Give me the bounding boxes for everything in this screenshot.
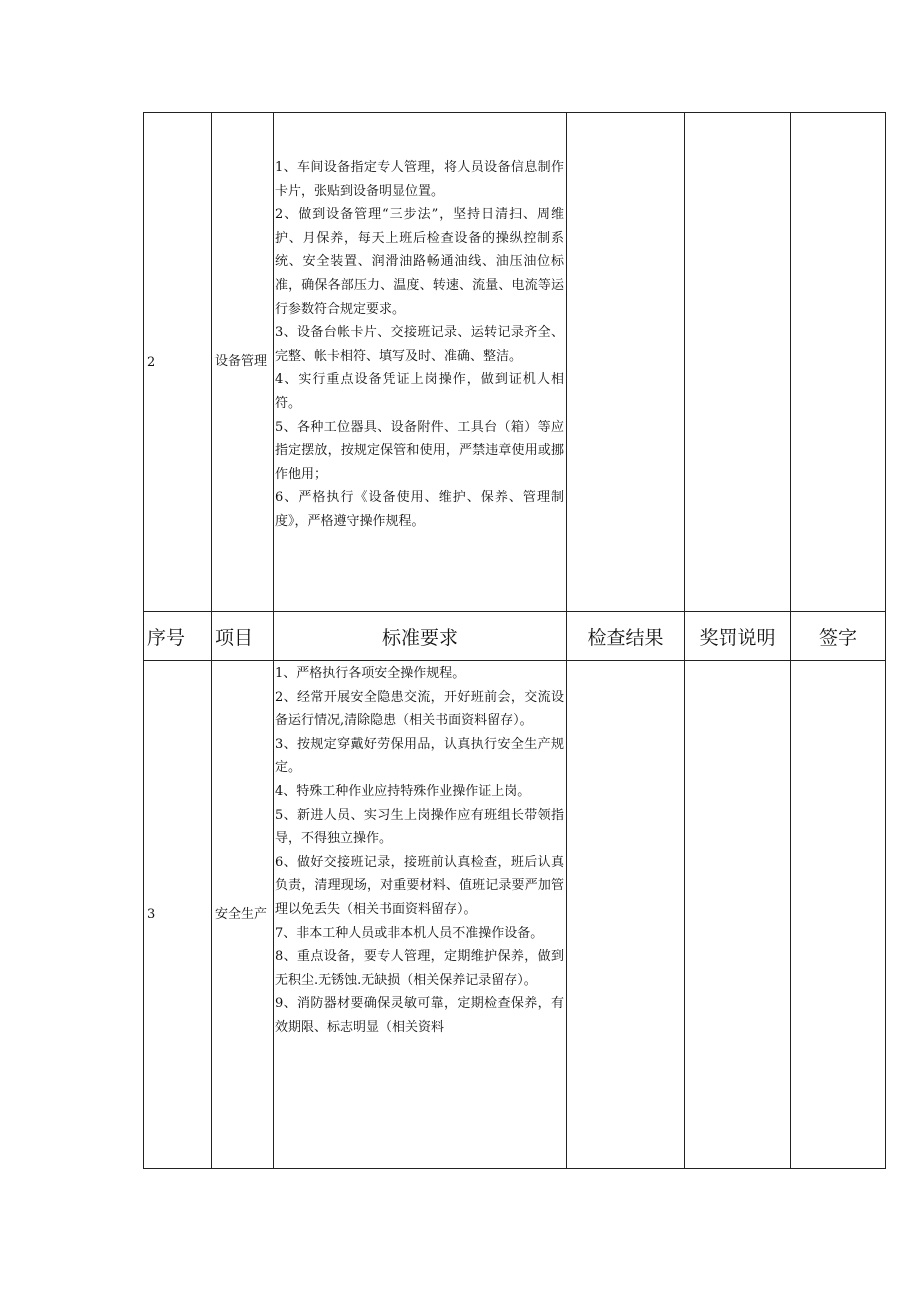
header-seq: 序号 (144, 612, 212, 661)
row-standard (274, 113, 567, 612)
standard-line: 6、严格执行《设备使用、维护、保养、管理制度》，严格遵守操作规程。 (275, 490, 564, 529)
header-sign: 签字 (791, 612, 886, 661)
standard-line: 3、按规定穿戴好劳保用品，认真执行安全生产规定。 (275, 736, 564, 776)
header-reward: 奖罚说明 (685, 612, 791, 661)
table-row (144, 661, 886, 1169)
standard-line: 5、各种工位器具、设备附件、工具台（箱）等应指定摆放，按规定保管和使用，严禁违章使用或挪作他用； (275, 419, 564, 482)
standard-line: 7、非本工种人员或非本机人员不准操作设备。 (275, 925, 544, 941)
header-result: 检查结果 (567, 612, 685, 661)
standard-line: 9、消防器材要确保灵敏可靠，定期检查保养，有效期限、标志明显（相关资料 (275, 996, 564, 1035)
standard-line: 2、做到设备管理“三步法”，坚持日清扫、周维护、月保养，每天上班后检查设备的操纵控制系统、安全装置、润滑油路畅通油线、油压油位标准，确保各部压力、温度、转速、流量、电流等运行参数符合规定要求。 (275, 207, 564, 317)
standard-line: 4、实行重点设备凭证上岗操作，做到证机人相符。 (275, 372, 564, 411)
standard-line: 2、经常开展安全隐患交流，开好班前会，交流设备运行情况,清除隐患（相关书面资料留存）。 (275, 689, 564, 729)
row-item (212, 661, 274, 1169)
result-cell[interactable] (567, 661, 685, 1169)
table-row (144, 113, 886, 612)
header-item: 项目 (212, 612, 274, 661)
sign-cell[interactable] (791, 661, 886, 1169)
row-item-label: 安全生产 (215, 906, 268, 922)
standard-line: 1、车间设备指定专人管理，将人员设备信息制作卡片，张贴到设备明显位置。 (275, 160, 564, 199)
standard-line: 5、新进人员、实习生上岗操作应有班组长带领指导，不得独立操作。 (275, 807, 564, 847)
row-item (212, 113, 274, 612)
standard-line: 3、设备台帐卡片、交接班记录、运转记录齐全、完整、帐卡相符、填写及时、准确、整洁。 (275, 325, 564, 364)
sign-cell[interactable] (791, 113, 886, 612)
inspection-table (143, 112, 886, 1169)
reward-cell[interactable] (685, 661, 791, 1169)
header-standard: 标准要求 (274, 612, 567, 661)
reward-cell[interactable] (685, 113, 791, 612)
standard-line: 6、做好交接班记录，接班前认真检查，班后认真负责，清理现场，对重要材料、值班记录要严加管理以免丢失（相关书面资料留存）。 (275, 854, 564, 917)
standard-line: 4、特殊工种作业应持特殊作业操作证上岗。 (275, 783, 531, 799)
result-cell[interactable] (567, 113, 685, 612)
row-item-label: 设备管理 (215, 354, 268, 369)
row-seq: 3 (144, 661, 212, 1169)
header-row (144, 612, 886, 661)
row-seq: 2 (144, 113, 212, 612)
standard-line: 1、严格执行各项安全操作规程。 (275, 666, 466, 681)
standard-line: 8、重点设备，要专人管理，定期维护保养，做到无积尘.无锈蚀.无缺损（相关保养记录留存）。 (275, 949, 564, 988)
row-standard (274, 661, 567, 1169)
